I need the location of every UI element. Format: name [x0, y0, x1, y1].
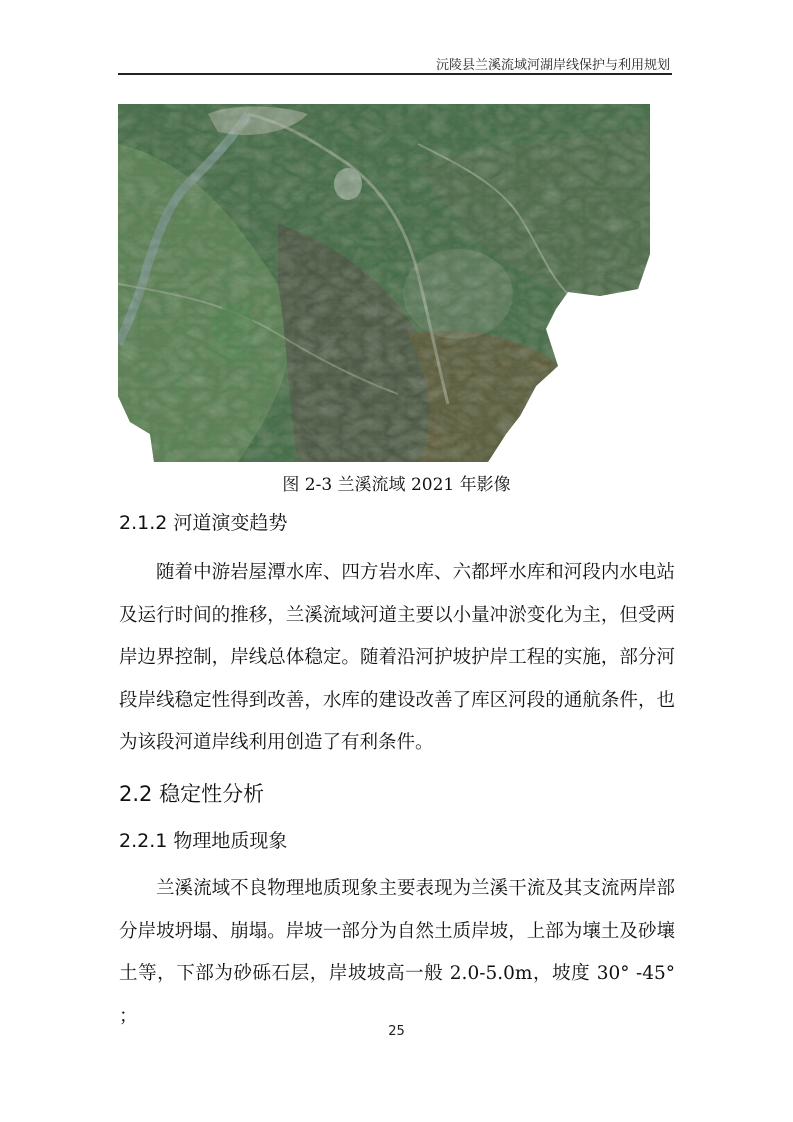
paragraph-geological-phenomena: 兰溪流域不良物理地质现象主要表现为兰溪干流及其支流两岸部分岸坡坍塌、崩塌。岸坡一部分为自然土质岸坡，上部为壤土及砂壤土等，下部为砂砾石层，岸坡坡高一般 2.0-5.0m，坡度 30° -45° ； [119, 878, 675, 1027]
header-divider [118, 73, 672, 75]
figure-caption: 图 2-3 兰溪流域 2021 年影像 [282, 475, 511, 495]
page-header-title: 沅陵县兰溪流域河湖岸线保护与利用规划 [435, 58, 670, 73]
section-heading-2-1-2: 2.1.2 河道演变趋势 [119, 512, 288, 534]
paragraph-river-evolution: 随着中游岩屋潭水库、四方岩水库、六都坪水库和河段内水电站及运行时间的推移，兰溪流域河道主要以小量冲淤变化为主，但受两岸边界控制，岸线总体稳定。随着沿河护坡护岸工程的实施，部分河段岸线稳定性得到改善，水库的建设改善了库区河段的通航条件，也为该段河道岸线利用创造了有利条件。 [119, 562, 675, 753]
section-heading-2-2: 2.2 稳定性分析 [119, 782, 265, 806]
page-number: 25 [388, 1024, 405, 1039]
section-heading-2-2-1: 2.2.1 物理地质现象 [119, 830, 288, 852]
satellite-image [118, 104, 650, 462]
